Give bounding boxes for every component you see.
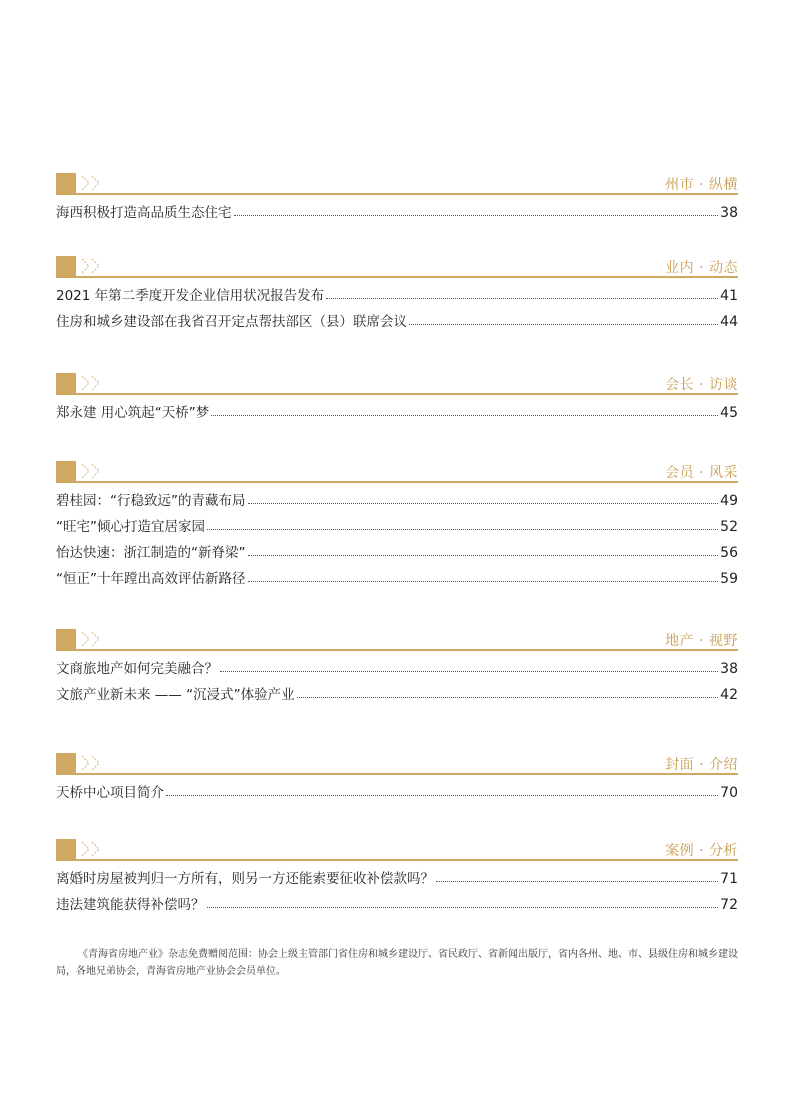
double-chevron-icon bbox=[78, 461, 108, 481]
toc-entry[interactable] bbox=[56, 509, 738, 535]
section-title: 会长 · 访谈 bbox=[665, 377, 738, 393]
dot-leader bbox=[207, 529, 718, 530]
entry-title: 离婚时房屋被判归一方所有，则另一方还能索要征收补偿款吗？ bbox=[56, 871, 434, 887]
section-header bbox=[56, 254, 738, 278]
toc-section bbox=[56, 254, 738, 330]
toc-entry[interactable] bbox=[56, 677, 738, 703]
toc-entry[interactable] bbox=[56, 304, 738, 330]
distribution-note: 《青海省房地产业》杂志免费赠阅范围：协会上级主管部门省住房和城乡建设厅、省民政厅、省新闻出版厅，省内各州、地、市、县级住房和城乡建设局，各地兄弟协会，青海省房地产业协会会员单位。 bbox=[56, 949, 738, 977]
entry-title: 2021 年第二季度开发企业信用状况报告发布 bbox=[56, 288, 325, 304]
toc-entry[interactable] bbox=[56, 195, 738, 221]
dot-leader bbox=[248, 555, 719, 556]
entry-page-number: 44 bbox=[720, 314, 738, 330]
section-title: 封面 · 介绍 bbox=[665, 757, 738, 773]
section-marker-square-icon bbox=[56, 461, 76, 481]
dot-leader bbox=[409, 324, 718, 325]
entry-title: 文旅产业新未来 —— “沉浸式”体验产业 bbox=[56, 687, 295, 703]
entry-title: “旺宅”倾心打造宜居家园 bbox=[56, 519, 205, 535]
section-title: 业内 · 动态 bbox=[665, 260, 738, 276]
toc-section bbox=[56, 459, 738, 587]
section-marker-square-icon bbox=[56, 629, 76, 649]
entry-title: 郑永建 用心筑起“天桥”梦 bbox=[56, 405, 210, 421]
double-chevron-icon bbox=[78, 256, 108, 276]
toc-entry[interactable] bbox=[56, 775, 738, 801]
section-header bbox=[56, 459, 738, 483]
entry-title: “恒正”十年蹚出高效评估新路径 bbox=[56, 571, 246, 587]
toc-entry[interactable] bbox=[56, 887, 738, 913]
entry-page-number: 38 bbox=[720, 205, 738, 221]
section-header bbox=[56, 171, 738, 195]
section-title: 案例 · 分析 bbox=[665, 843, 738, 859]
double-chevron-icon bbox=[78, 753, 108, 773]
toc-entry[interactable] bbox=[56, 861, 738, 887]
double-chevron-icon bbox=[78, 173, 108, 193]
entry-page-number: 49 bbox=[720, 493, 738, 509]
section-marker-square-icon bbox=[56, 839, 76, 859]
section-header bbox=[56, 837, 738, 861]
section-marker-square-icon bbox=[56, 373, 76, 393]
section-marker-square-icon bbox=[56, 753, 76, 773]
entry-title: 违法建筑能获得补偿吗？ bbox=[56, 897, 205, 913]
double-chevron-icon bbox=[78, 629, 108, 649]
dot-leader bbox=[211, 415, 718, 416]
toc-section bbox=[56, 751, 738, 801]
entry-title: 住房和城乡建设部在我省召开定点帮扶部区（县）联席会议 bbox=[56, 314, 407, 330]
toc-entry[interactable] bbox=[56, 535, 738, 561]
dot-leader bbox=[207, 907, 719, 908]
section-marker-square-icon bbox=[56, 256, 76, 276]
entry-page-number: 45 bbox=[720, 405, 738, 421]
section-title: 州市 · 纵横 bbox=[665, 177, 738, 193]
section-header bbox=[56, 371, 738, 395]
section-header bbox=[56, 751, 738, 775]
toc-entry[interactable] bbox=[56, 278, 738, 304]
dot-leader bbox=[248, 503, 719, 504]
entry-page-number: 41 bbox=[720, 288, 738, 304]
entry-title: 文商旅地产如何完美融合？ bbox=[56, 661, 218, 677]
dot-leader bbox=[436, 881, 718, 882]
dot-leader bbox=[297, 697, 719, 698]
double-chevron-icon bbox=[78, 373, 108, 393]
section-title: 地产 · 视野 bbox=[665, 633, 738, 649]
entry-title: 碧桂园：“行稳致远”的青藏布局 bbox=[56, 493, 246, 509]
entry-page-number: 56 bbox=[720, 545, 738, 561]
toc-entry[interactable] bbox=[56, 395, 738, 421]
section-marker-square-icon bbox=[56, 173, 76, 193]
toc-section bbox=[56, 371, 738, 421]
toc-section bbox=[56, 837, 738, 913]
dot-leader bbox=[234, 215, 719, 216]
entry-page-number: 38 bbox=[720, 661, 738, 677]
entry-page-number: 52 bbox=[720, 519, 738, 535]
dot-leader bbox=[220, 671, 718, 672]
toc-entry[interactable] bbox=[56, 651, 738, 677]
toc-entry[interactable] bbox=[56, 561, 738, 587]
entry-page-number: 72 bbox=[720, 897, 738, 913]
entry-page-number: 70 bbox=[720, 785, 738, 801]
entry-title: 怡达快速：浙江制造的“新脊梁” bbox=[56, 545, 246, 561]
entry-title: 海西积极打造高品质生态住宅 bbox=[56, 205, 232, 221]
section-header bbox=[56, 627, 738, 651]
section-title: 会员 · 风采 bbox=[665, 465, 738, 481]
dot-leader bbox=[166, 795, 718, 796]
dot-leader bbox=[248, 581, 719, 582]
dot-leader bbox=[326, 298, 718, 299]
entry-title: 天桥中心项目简介 bbox=[56, 785, 164, 801]
entry-page-number: 59 bbox=[720, 571, 738, 587]
toc-section bbox=[56, 627, 738, 703]
double-chevron-icon bbox=[78, 839, 108, 859]
toc-section bbox=[56, 171, 738, 221]
entry-page-number: 71 bbox=[720, 871, 738, 887]
entry-page-number: 42 bbox=[720, 687, 738, 703]
toc-entry[interactable] bbox=[56, 483, 738, 509]
